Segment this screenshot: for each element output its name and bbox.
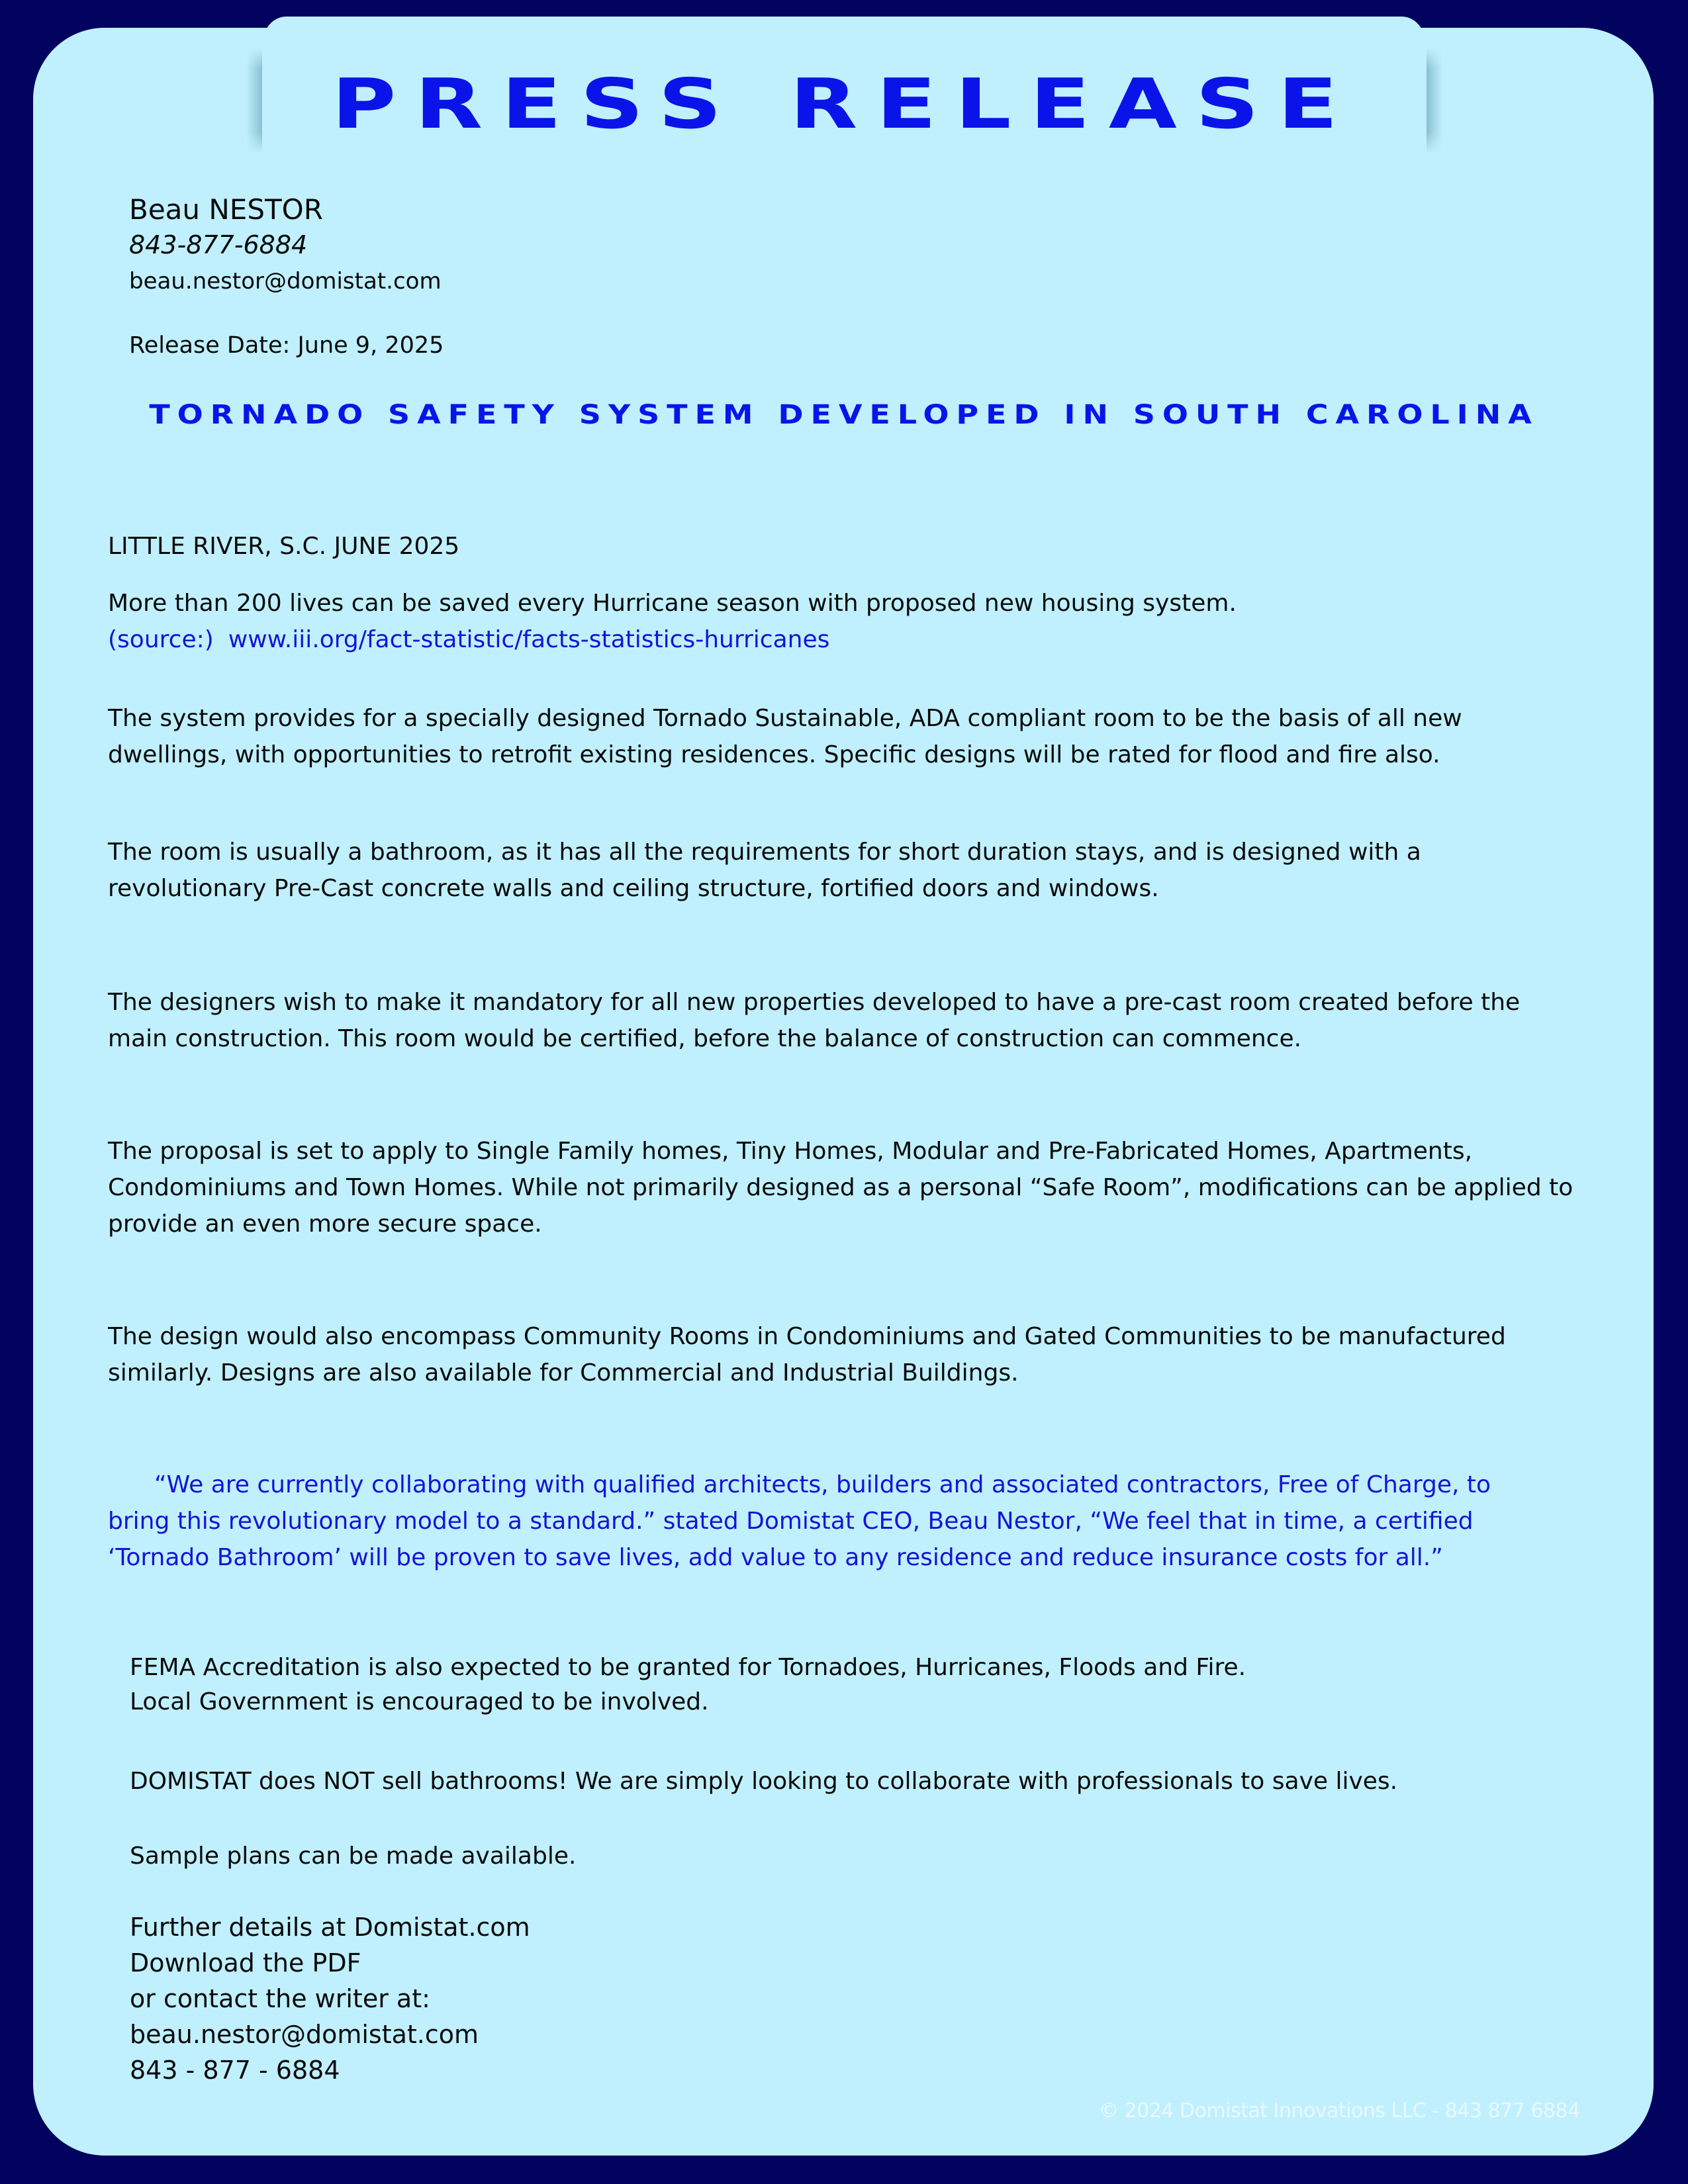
paragraph-line: The system provides for a specially designed Tornado Sustainable, ADA compliant room to be the basis of all new: [108, 705, 1462, 732]
fema-line: Local Government is encouraged to be involved.: [130, 1688, 709, 1715]
source-link[interactable]: www.iii.org/fact-statistic/facts-statistics-hurricanes: [228, 626, 830, 653]
contact-name: Beau NESTOR: [129, 193, 323, 226]
contact-email[interactable]: beau.nestor@domistat.com: [129, 268, 442, 295]
source-label: (source:): [108, 626, 214, 653]
page-title: PRESS RELEASE: [331, 64, 1357, 144]
headline: TORNADO SAFETY SYSTEM DEVELOPED IN SOUTH CAROLINA: [149, 400, 1539, 430]
closing-contact-email[interactable]: beau.nestor@domistat.com: [130, 2020, 479, 2049]
closing-contact-phone: 843 - 877 - 6884: [130, 2056, 340, 2085]
paragraph-line: The proposal is set to apply to Single Family homes, Tiny Homes, Modular and Pre-Fabricated Homes, Apartments,: [108, 1138, 1473, 1165]
paragraph-line: The design would also encompass Community Rooms in Condominiums and Gated Communities to be manufactured: [108, 1323, 1506, 1350]
paragraph-system: [108, 700, 1462, 773]
source-line: [108, 621, 1237, 658]
sample-plans-note: [130, 1838, 576, 1874]
paragraph-line: provide an even more secure space.: [108, 1210, 542, 1238]
paragraph-line: similarly. Designs are also available for Commercial and Industrial Buildings.: [108, 1359, 1019, 1387]
paragraph-proposal: [108, 1133, 1573, 1242]
paragraph-designers: [108, 984, 1520, 1057]
further-details: [130, 1909, 530, 2088]
quote-line: bring this revolutionary model to a standard.” stated Domistat CEO, Beau Nestor, “We feel that in time, a certified: [108, 1508, 1474, 1535]
copyright-footer: © 2024 Domistat Innovations LLC - 843 877 6884: [1099, 2099, 1580, 2122]
paragraph-line: revolutionary Pre-Cast concrete walls and ceiling structure, fortified doors and windows.: [108, 875, 1159, 902]
sample-plans-text: Sample plans can be made available.: [130, 1843, 577, 1870]
quote-line: “We are currently collaborating with qualified architects, builders and associated contractors, Free of Charge, to: [154, 1471, 1491, 1498]
paragraph-line: The room is usually a bathroom, as it has all the requirements for short duration stays, and is designed with a: [108, 839, 1421, 866]
paragraph-line: Condominiums and Town Homes. While not primarily designed as a personal “Safe Room”, modifications can be applied to: [108, 1174, 1573, 1201]
contact-phone: 843-877-6884: [129, 230, 308, 259]
domistat-note-text: DOMISTAT does NOT sell bathrooms! We are simply looking to collaborate with professionals to save lives.: [130, 1768, 1398, 1795]
lead-text: More than 200 lives can be saved every Hurricane season with proposed new housing system.: [108, 590, 1237, 617]
ceo-quote: [108, 1467, 1491, 1576]
fema-line: FEMA Accreditation is also expected to be granted for Tornadoes, Hurricanes, Floods and Fire.: [130, 1654, 1246, 1681]
lead-paragraph: [108, 585, 1237, 658]
further-details-link[interactable]: Further details at Domistat.com: [130, 1913, 530, 1942]
paragraph-design: [108, 1318, 1506, 1391]
paragraph-room: [108, 834, 1421, 907]
dateline: LITTLE RIVER, S.C. JUNE 2025: [108, 533, 460, 560]
release-date: Release Date: June 9, 2025: [129, 332, 444, 359]
paragraph-line: main construction. This room would be certified, before the balance of construction can commence.: [108, 1025, 1302, 1052]
paragraph-line: dwellings, with opportunities to retrofit existing residences. Specific designs will be rated for flood and fire also.: [108, 741, 1440, 768]
paragraph-line: The designers wish to make it mandatory for all new properties developed to have a pre-cast room created before the: [108, 989, 1521, 1016]
fema-note: [130, 1651, 1246, 1719]
quote-line: ‘Tornado Bathroom’ will be proven to save lives, add value to any residence and reduce insurance costs for all.”: [108, 1544, 1443, 1571]
download-pdf-link[interactable]: Download the PDF: [130, 1948, 361, 1978]
contact-prompt: or contact the writer at:: [130, 1984, 430, 2013]
domistat-note: [130, 1763, 1397, 1799]
